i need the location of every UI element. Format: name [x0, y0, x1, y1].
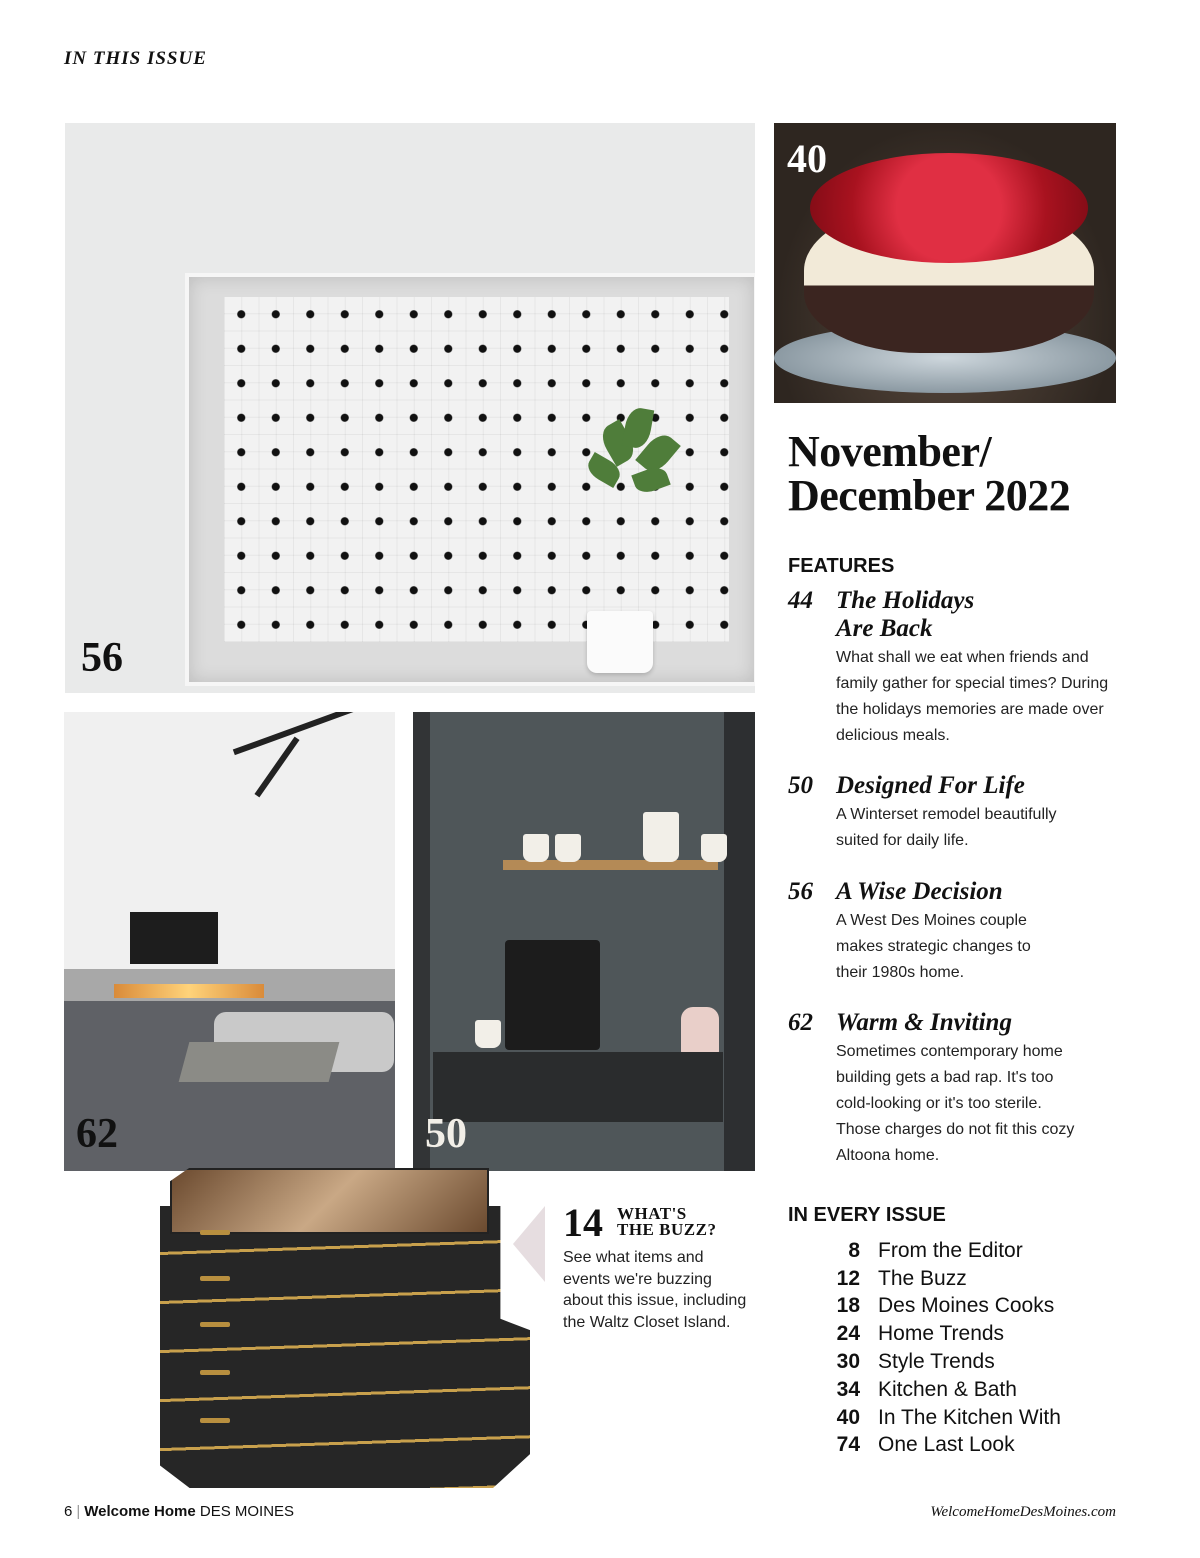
photo-shower-niche — [65, 123, 755, 693]
plant-pot — [587, 611, 653, 673]
pitcher — [643, 812, 679, 862]
footer-divider: | — [76, 1503, 81, 1520]
feature-page-number: 44 — [788, 587, 813, 614]
feature-title-text: Designed For Life — [836, 772, 1025, 799]
every-issue-heading: IN EVERY ISSUE — [788, 1204, 946, 1226]
feature-description: What shall we eat when friends and family gather for special times? During the holidays memories are made over delicious meals. — [836, 649, 1109, 744]
kettle — [681, 1007, 719, 1057]
ceiling-fan-blade — [254, 737, 299, 798]
toc-label: From the Editor — [878, 1238, 1023, 1262]
feature-page-number: 62 — [788, 1009, 813, 1036]
issue-date — [788, 427, 1071, 520]
toc-page-number: 18 — [836, 1294, 860, 1318]
toc-label: In The Kitchen With — [878, 1405, 1061, 1429]
magazine-city: DES MOINES — [199, 1503, 295, 1520]
toc-label: Kitchen & Bath — [878, 1377, 1017, 1401]
drawer-handle — [200, 1322, 230, 1327]
drawer-handle — [200, 1276, 230, 1281]
island-body — [160, 1206, 530, 1488]
toc-page-number: 8 — [848, 1238, 860, 1262]
feature-title-text: Warm & Inviting — [836, 1009, 1012, 1036]
toc-label: The Buzz — [878, 1266, 967, 1290]
photo-cheesecake — [774, 123, 1116, 403]
television — [130, 912, 218, 964]
feature-page-number: 50 — [788, 772, 813, 799]
cup-stack — [475, 1020, 501, 1048]
mug — [555, 834, 581, 862]
toc-page-number: 30 — [836, 1350, 860, 1374]
page-ref-56: 56 — [81, 635, 123, 681]
feature-title — [788, 772, 1128, 800]
toc-row[interactable] — [820, 1320, 1061, 1348]
feature-item[interactable] — [788, 772, 1128, 854]
toc-row[interactable] — [820, 1376, 1061, 1404]
coffee-machine — [505, 940, 600, 1050]
feature-title — [788, 878, 1128, 906]
issue-date-line: December 2022 — [788, 471, 1071, 520]
fireplace — [114, 984, 264, 998]
issue-date-line: November/ — [788, 427, 992, 476]
feature-item[interactable] — [788, 1009, 1128, 1169]
buzz-title — [617, 1206, 716, 1238]
section-label: IN THIS ISSUE — [64, 48, 207, 69]
feature-description: Sometimes contemporary home building gets a bad rap. It's too cold-looking or it's too sterile. Those charges do not fit this cozy Altoona home. — [836, 1043, 1075, 1164]
feature-item[interactable] — [788, 587, 1128, 749]
toc-page-number: 40 — [836, 1405, 860, 1429]
footer-folio — [64, 1503, 294, 1520]
pointer-triangle — [513, 1206, 545, 1282]
toc-label: Des Moines Cooks — [878, 1294, 1055, 1318]
page-number: 6 — [64, 1503, 73, 1520]
toc-page-number: 74 — [836, 1433, 860, 1457]
coffee-table — [179, 1042, 340, 1082]
toc-row[interactable] — [820, 1432, 1061, 1460]
mug — [523, 834, 549, 862]
feature-title-line: Are Back — [836, 615, 933, 642]
feature-page-number: 56 — [788, 878, 813, 905]
buzz-title-line: WHAT'S — [617, 1204, 687, 1223]
drawer-handle — [200, 1230, 230, 1235]
photo-coffee-station — [413, 712, 755, 1171]
feature-description: A Winterset remodel beautifully suited for daily life. — [836, 806, 1057, 849]
toc-label: Home Trends — [878, 1322, 1005, 1346]
page-ref-50: 50 — [425, 1111, 467, 1157]
feature-title-text: A Wise Decision — [836, 878, 1003, 905]
buzz-title-line: THE BUZZ? — [617, 1220, 717, 1239]
toc-row[interactable] — [820, 1265, 1061, 1293]
toc-row[interactable] — [820, 1404, 1061, 1432]
page-ref-40: 40 — [787, 136, 827, 181]
drawer-handle — [200, 1418, 230, 1423]
feature-title — [788, 587, 1128, 643]
feature-title-text — [836, 587, 974, 643]
page-ref-62: 62 — [76, 1111, 118, 1157]
drawer-handle — [200, 1370, 230, 1375]
toc-row[interactable] — [820, 1293, 1061, 1321]
footer-website[interactable]: WelcomeHomeDesMoines.com — [930, 1504, 1116, 1520]
strawberry-topping — [810, 153, 1088, 263]
mug — [701, 834, 727, 862]
toc-label: Style Trends — [878, 1350, 995, 1374]
feature-item[interactable] — [788, 878, 1128, 986]
buzz-page-number: 14 — [563, 1200, 603, 1245]
photo-living-room — [64, 712, 395, 1171]
niche-illustration — [185, 273, 755, 686]
every-issue-list — [820, 1237, 1061, 1459]
feature-title-line: The Holidays — [836, 587, 975, 614]
toc-page-number: 12 — [836, 1266, 860, 1290]
buzz-description: See what items and events we're buzzing about this issue, including the Waltz Closet Island. — [563, 1249, 747, 1331]
toc-row[interactable] — [820, 1348, 1061, 1376]
toc-label: One Last Look — [878, 1433, 1015, 1457]
toc-page-number: 34 — [836, 1377, 860, 1401]
toc-row[interactable] — [820, 1237, 1061, 1265]
feature-title — [788, 1009, 1128, 1037]
island-glass-top — [170, 1168, 489, 1234]
photo-closet-island — [160, 1158, 540, 1498]
magazine-name: Welcome Home — [84, 1503, 196, 1520]
features-heading: FEATURES — [788, 555, 895, 577]
pull-out-counter — [433, 1052, 723, 1122]
ceiling-fan-blade — [233, 712, 385, 755]
toc-page-number: 24 — [836, 1322, 860, 1346]
feature-description: A West Des Moines couple makes strategic changes to their 1980s home. — [836, 912, 1031, 981]
